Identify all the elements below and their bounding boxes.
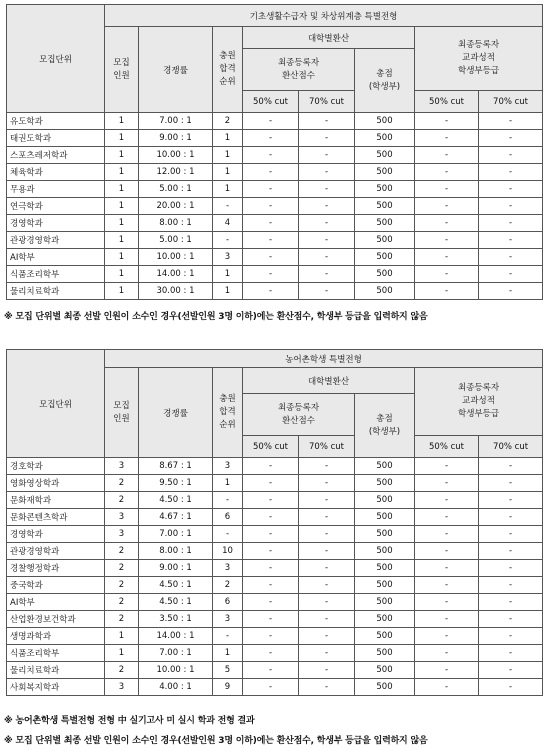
table-note-2: ※ 모집 단위별 최종 선발 인원이 소수인 경우(선발인원 3명 이하)에는 환산점수, 학생부 등급을 입력하지 않음 xyxy=(4,736,428,746)
cell-g70: - xyxy=(479,679,543,696)
cell-total: 500 xyxy=(355,113,415,130)
cell-g50: - xyxy=(415,543,479,560)
cell-s70: - xyxy=(299,594,355,611)
cell-rank: 1 xyxy=(213,130,243,147)
cell-name: 태권도학과 xyxy=(7,130,105,147)
cell-quota: 1 xyxy=(105,113,139,130)
cell-s50: - xyxy=(243,147,299,164)
cell-quota: 1 xyxy=(105,249,139,266)
cell-s70: - xyxy=(299,645,355,662)
cell-g50: - xyxy=(415,492,479,509)
cell-s50: - xyxy=(243,526,299,543)
cell-s50: - xyxy=(243,543,299,560)
cell-rate: 30.00 : 1 xyxy=(139,283,213,300)
table-row xyxy=(7,215,543,232)
cell-s70: - xyxy=(299,283,355,300)
cell-g70: - xyxy=(479,147,543,164)
cell-g50: - xyxy=(415,130,479,147)
cell-g50: - xyxy=(415,577,479,594)
cell-quota: 2 xyxy=(105,611,139,628)
cell-s70: - xyxy=(299,577,355,594)
cell-name: 사회복지학과 xyxy=(7,679,105,696)
cell-rank: 6 xyxy=(213,509,243,526)
admission-results-table-1 xyxy=(6,4,543,300)
cell-total: 500 xyxy=(355,164,415,181)
cell-s50: - xyxy=(243,679,299,696)
cell-rate: 14.00 : 1 xyxy=(139,628,213,645)
cell-s70: - xyxy=(299,113,355,130)
cell-quota: 2 xyxy=(105,594,139,611)
cell-name: 무용과 xyxy=(7,181,105,198)
cell-g70: - xyxy=(479,526,543,543)
cell-rate: 9.00 : 1 xyxy=(139,560,213,577)
cell-quota: 2 xyxy=(105,475,139,492)
cell-s50: - xyxy=(243,662,299,679)
table-row xyxy=(7,492,543,509)
cell-rate: 10.00 : 1 xyxy=(139,249,213,266)
cell-s50: - xyxy=(243,113,299,130)
cell-g50: - xyxy=(415,232,479,249)
cell-s50: - xyxy=(243,164,299,181)
cell-g50: - xyxy=(415,594,479,611)
cell-rate: 14.00 : 1 xyxy=(139,266,213,283)
table-row xyxy=(7,577,543,594)
header-grade: 최종등록자 교과성적 학생부등급 xyxy=(415,368,543,436)
header-unit: 모집단위 xyxy=(7,5,105,113)
cell-s70: - xyxy=(299,266,355,283)
cell-name: 물리치료학과 xyxy=(7,662,105,679)
cell-quota: 1 xyxy=(105,628,139,645)
cell-g70: - xyxy=(479,594,543,611)
cell-g70: - xyxy=(479,662,543,679)
cell-quota: 1 xyxy=(105,147,139,164)
cell-s50: - xyxy=(243,215,299,232)
cell-g50: - xyxy=(415,679,479,696)
cell-total: 500 xyxy=(355,679,415,696)
cell-g70: - xyxy=(479,164,543,181)
table-body xyxy=(7,113,543,300)
cell-quota: 1 xyxy=(105,181,139,198)
cell-g70: - xyxy=(479,577,543,594)
table-body xyxy=(7,458,543,696)
cell-rate: 7.00 : 1 xyxy=(139,526,213,543)
cell-name: 물리치료학과 xyxy=(7,283,105,300)
cell-quota: 3 xyxy=(105,509,139,526)
cell-name: AI학부 xyxy=(7,594,105,611)
cell-name: 연극학과 xyxy=(7,198,105,215)
cell-total: 500 xyxy=(355,628,415,645)
table-row xyxy=(7,130,543,147)
table-row xyxy=(7,249,543,266)
cell-rate: 9.50 : 1 xyxy=(139,475,213,492)
cell-name: 산업환경보건학과 xyxy=(7,611,105,628)
cell-s70: - xyxy=(299,232,355,249)
cell-g50: - xyxy=(415,560,479,577)
cell-total: 500 xyxy=(355,526,415,543)
cell-quota: 3 xyxy=(105,458,139,475)
header-score-cut50: 50% cut xyxy=(243,91,299,113)
cell-rate: 5.00 : 1 xyxy=(139,181,213,198)
cell-g50: - xyxy=(415,283,479,300)
cell-s50: - xyxy=(243,181,299,198)
cell-s50: - xyxy=(243,266,299,283)
cell-g70: - xyxy=(479,645,543,662)
cell-s50: - xyxy=(243,249,299,266)
cell-rank: 5 xyxy=(213,662,243,679)
cell-quota: 1 xyxy=(105,645,139,662)
cell-rate: 7.00 : 1 xyxy=(139,645,213,662)
header-final-score: 최종등록자 환산점수 xyxy=(243,49,355,91)
cell-total: 500 xyxy=(355,560,415,577)
header-quota: 모집 인원 xyxy=(105,368,139,458)
table-row xyxy=(7,283,543,300)
cell-g50: - xyxy=(415,215,479,232)
cell-name: 경호학과 xyxy=(7,458,105,475)
header-total: 총점 (학생부) xyxy=(355,49,415,113)
cell-quota: 1 xyxy=(105,266,139,283)
cell-g70: - xyxy=(479,266,543,283)
cell-g70: - xyxy=(479,458,543,475)
cell-s70: - xyxy=(299,509,355,526)
cell-g50: - xyxy=(415,611,479,628)
cell-s50: - xyxy=(243,560,299,577)
cell-total: 500 xyxy=(355,662,415,679)
cell-name: 영화영상학과 xyxy=(7,475,105,492)
cell-quota: 1 xyxy=(105,164,139,181)
cell-s70: - xyxy=(299,215,355,232)
cell-g70: - xyxy=(479,232,543,249)
header-grade-cut50: 50% cut xyxy=(415,91,479,113)
cell-s70: - xyxy=(299,164,355,181)
cell-g70: - xyxy=(479,492,543,509)
cell-rate: 4.50 : 1 xyxy=(139,594,213,611)
cell-rank: 1 xyxy=(213,475,243,492)
table-row xyxy=(7,611,543,628)
cell-rank: 2 xyxy=(213,577,243,594)
table-row xyxy=(7,475,543,492)
cell-s70: - xyxy=(299,543,355,560)
cell-g50: - xyxy=(415,266,479,283)
cell-total: 500 xyxy=(355,611,415,628)
cell-g70: - xyxy=(479,181,543,198)
cell-rate: 10.00 : 1 xyxy=(139,147,213,164)
cell-name: 생명과학과 xyxy=(7,628,105,645)
cell-rank: 1 xyxy=(213,181,243,198)
cell-rank: - xyxy=(213,232,243,249)
cell-s70: - xyxy=(299,611,355,628)
table-row xyxy=(7,543,543,560)
cell-g70: - xyxy=(479,475,543,492)
header-grade-cut70: 70% cut xyxy=(479,436,543,458)
cell-name: 체육학과 xyxy=(7,164,105,181)
cell-g70: - xyxy=(479,215,543,232)
cell-total: 500 xyxy=(355,543,415,560)
cell-rank: 3 xyxy=(213,560,243,577)
cell-s70: - xyxy=(299,147,355,164)
cell-rank: 3 xyxy=(213,611,243,628)
cell-g70: - xyxy=(479,560,543,577)
cell-s50: - xyxy=(243,283,299,300)
header-quota: 모집 인원 xyxy=(105,27,139,113)
cell-rank: 2 xyxy=(213,113,243,130)
cell-rank: 9 xyxy=(213,679,243,696)
table-row xyxy=(7,560,543,577)
cell-quota: 1 xyxy=(105,215,139,232)
cell-name: 경영학과 xyxy=(7,215,105,232)
cell-g50: - xyxy=(415,113,479,130)
cell-s70: - xyxy=(299,458,355,475)
cell-s50: - xyxy=(243,232,299,249)
cell-g70: - xyxy=(479,283,543,300)
cell-total: 500 xyxy=(355,475,415,492)
cell-s50: - xyxy=(243,645,299,662)
cell-g50: - xyxy=(415,181,479,198)
cell-g50: - xyxy=(415,475,479,492)
cell-s70: - xyxy=(299,181,355,198)
cell-rate: 12.00 : 1 xyxy=(139,164,213,181)
table-title: 기초생활수급자 및 차상위계층 특별전형 xyxy=(105,5,543,27)
cell-rate: 5.00 : 1 xyxy=(139,232,213,249)
table-row xyxy=(7,645,543,662)
cell-g70: - xyxy=(479,611,543,628)
header-unit: 모집단위 xyxy=(7,350,105,458)
cell-name: AI학부 xyxy=(7,249,105,266)
cell-quota: 2 xyxy=(105,543,139,560)
cell-total: 500 xyxy=(355,645,415,662)
cell-quota: 2 xyxy=(105,492,139,509)
cell-s50: - xyxy=(243,492,299,509)
cell-name: 경찰행정학과 xyxy=(7,560,105,577)
cell-rank: 10 xyxy=(213,543,243,560)
cell-rate: 9.00 : 1 xyxy=(139,130,213,147)
cell-quota: 1 xyxy=(105,232,139,249)
cell-rate: 8.00 : 1 xyxy=(139,215,213,232)
table-row xyxy=(7,181,543,198)
cell-name: 식품조리학부 xyxy=(7,645,105,662)
cell-rank: 3 xyxy=(213,458,243,475)
cell-name: 스포츠레저학과 xyxy=(7,147,105,164)
header-grade-cut70: 70% cut xyxy=(479,91,543,113)
cell-name: 관광경영학과 xyxy=(7,232,105,249)
table-row xyxy=(7,266,543,283)
cell-s50: - xyxy=(243,458,299,475)
cell-s50: - xyxy=(243,611,299,628)
cell-g70: - xyxy=(479,509,543,526)
header-grade-cut50: 50% cut xyxy=(415,436,479,458)
cell-rank: 1 xyxy=(213,164,243,181)
cell-s70: - xyxy=(299,628,355,645)
cell-rank: 1 xyxy=(213,283,243,300)
header-score-cut70: 70% cut xyxy=(299,436,355,458)
cell-s70: - xyxy=(299,475,355,492)
cell-rank: - xyxy=(213,628,243,645)
cell-name: 문화재학과 xyxy=(7,492,105,509)
cell-rank: 6 xyxy=(213,594,243,611)
cell-name: 관광경영학과 xyxy=(7,543,105,560)
cell-g50: - xyxy=(415,662,479,679)
header-score-cut70: 70% cut xyxy=(299,91,355,113)
cell-name: 문화콘텐츠학과 xyxy=(7,509,105,526)
cell-s70: - xyxy=(299,130,355,147)
header-final-score: 최종등록자 환산점수 xyxy=(243,394,355,436)
cell-g50: - xyxy=(415,249,479,266)
table-row xyxy=(7,458,543,475)
cell-name: 식품조리학부 xyxy=(7,266,105,283)
table-row xyxy=(7,147,543,164)
cell-s50: - xyxy=(243,475,299,492)
cell-g50: - xyxy=(415,147,479,164)
cell-total: 500 xyxy=(355,577,415,594)
cell-g50: - xyxy=(415,645,479,662)
cell-s50: - xyxy=(243,594,299,611)
cell-rate: 8.00 : 1 xyxy=(139,543,213,560)
cell-total: 500 xyxy=(355,147,415,164)
cell-rate: 3.50 : 1 xyxy=(139,611,213,628)
cell-rank: 1 xyxy=(213,645,243,662)
cell-g70: - xyxy=(479,130,543,147)
cell-s70: - xyxy=(299,492,355,509)
cell-g70: - xyxy=(479,628,543,645)
table-row xyxy=(7,594,543,611)
cell-rank: - xyxy=(213,526,243,543)
cell-rank: 3 xyxy=(213,249,243,266)
header-rate: 경쟁률 xyxy=(139,368,213,458)
cell-name: 중국학과 xyxy=(7,577,105,594)
cell-s70: - xyxy=(299,662,355,679)
cell-total: 500 xyxy=(355,181,415,198)
cell-rank: 4 xyxy=(213,215,243,232)
cell-rate: 4.67 : 1 xyxy=(139,509,213,526)
cell-rate: 4.00 : 1 xyxy=(139,679,213,696)
cell-s70: - xyxy=(299,526,355,543)
cell-name: 경영학과 xyxy=(7,526,105,543)
cell-s50: - xyxy=(243,628,299,645)
cell-quota: 1 xyxy=(105,130,139,147)
table-row xyxy=(7,679,543,696)
table-row xyxy=(7,628,543,645)
cell-s50: - xyxy=(243,130,299,147)
cell-quota: 3 xyxy=(105,679,139,696)
table-row xyxy=(7,662,543,679)
table-row xyxy=(7,164,543,181)
cell-total: 500 xyxy=(355,232,415,249)
cell-rank: 1 xyxy=(213,266,243,283)
header-rank: 충원 합격 순위 xyxy=(213,368,243,458)
cell-quota: 2 xyxy=(105,560,139,577)
cell-s50: - xyxy=(243,509,299,526)
cell-rate: 4.50 : 1 xyxy=(139,577,213,594)
cell-g70: - xyxy=(479,249,543,266)
header-rank: 충원 합격 순위 xyxy=(213,27,243,113)
cell-rate: 4.50 : 1 xyxy=(139,492,213,509)
cell-g50: - xyxy=(415,628,479,645)
table-row xyxy=(7,198,543,215)
cell-total: 500 xyxy=(355,215,415,232)
cell-g50: - xyxy=(415,198,479,215)
cell-g70: - xyxy=(479,543,543,560)
cell-quota: 1 xyxy=(105,198,139,215)
table-title: 농어촌학생 특별전형 xyxy=(105,350,543,368)
cell-total: 500 xyxy=(355,266,415,283)
header-univ-score: 대학별환산 xyxy=(243,368,415,394)
header-rate: 경쟁률 xyxy=(139,27,213,113)
cell-g50: - xyxy=(415,164,479,181)
cell-s70: - xyxy=(299,249,355,266)
admission-results-table-2 xyxy=(6,349,543,696)
cell-total: 500 xyxy=(355,492,415,509)
cell-g50: - xyxy=(415,526,479,543)
cell-g50: - xyxy=(415,509,479,526)
table-note-1: ※ 농어촌학생 특별전형 전형 中 실기고사 미 실시 학과 전형 결과 xyxy=(4,716,255,726)
cell-rank: 1 xyxy=(213,147,243,164)
cell-rate: 10.00 : 1 xyxy=(139,662,213,679)
cell-quota: 1 xyxy=(105,283,139,300)
table-row xyxy=(7,509,543,526)
cell-quota: 2 xyxy=(105,577,139,594)
table-row xyxy=(7,113,543,130)
header-univ-score: 대학별환산 xyxy=(243,27,415,49)
cell-rate: 20.00 : 1 xyxy=(139,198,213,215)
cell-rank: - xyxy=(213,492,243,509)
cell-g70: - xyxy=(479,113,543,130)
cell-g50: - xyxy=(415,458,479,475)
table-row xyxy=(7,232,543,249)
table-note: ※ 모집 단위별 최종 선발 인원이 소수인 경우(선발인원 3명 이하)에는 환산점수, 학생부 등급을 입력하지 않음 xyxy=(4,312,428,322)
cell-quota: 2 xyxy=(105,662,139,679)
cell-rate: 7.00 : 1 xyxy=(139,113,213,130)
cell-name: 유도학과 xyxy=(7,113,105,130)
cell-s70: - xyxy=(299,679,355,696)
cell-s70: - xyxy=(299,198,355,215)
cell-g70: - xyxy=(479,198,543,215)
cell-s70: - xyxy=(299,560,355,577)
cell-total: 500 xyxy=(355,509,415,526)
cell-total: 500 xyxy=(355,458,415,475)
cell-total: 500 xyxy=(355,198,415,215)
cell-s50: - xyxy=(243,577,299,594)
cell-total: 500 xyxy=(355,283,415,300)
header-total: 총점 (학생부) xyxy=(355,394,415,458)
cell-total: 500 xyxy=(355,594,415,611)
table-row xyxy=(7,526,543,543)
cell-rate: 8.67 : 1 xyxy=(139,458,213,475)
cell-total: 500 xyxy=(355,249,415,266)
header-grade: 최종등록자 교과성적 학생부등급 xyxy=(415,27,543,91)
cell-s50: - xyxy=(243,198,299,215)
header-score-cut50: 50% cut xyxy=(243,436,299,458)
cell-quota: 3 xyxy=(105,526,139,543)
cell-rank: - xyxy=(213,198,243,215)
cell-total: 500 xyxy=(355,130,415,147)
